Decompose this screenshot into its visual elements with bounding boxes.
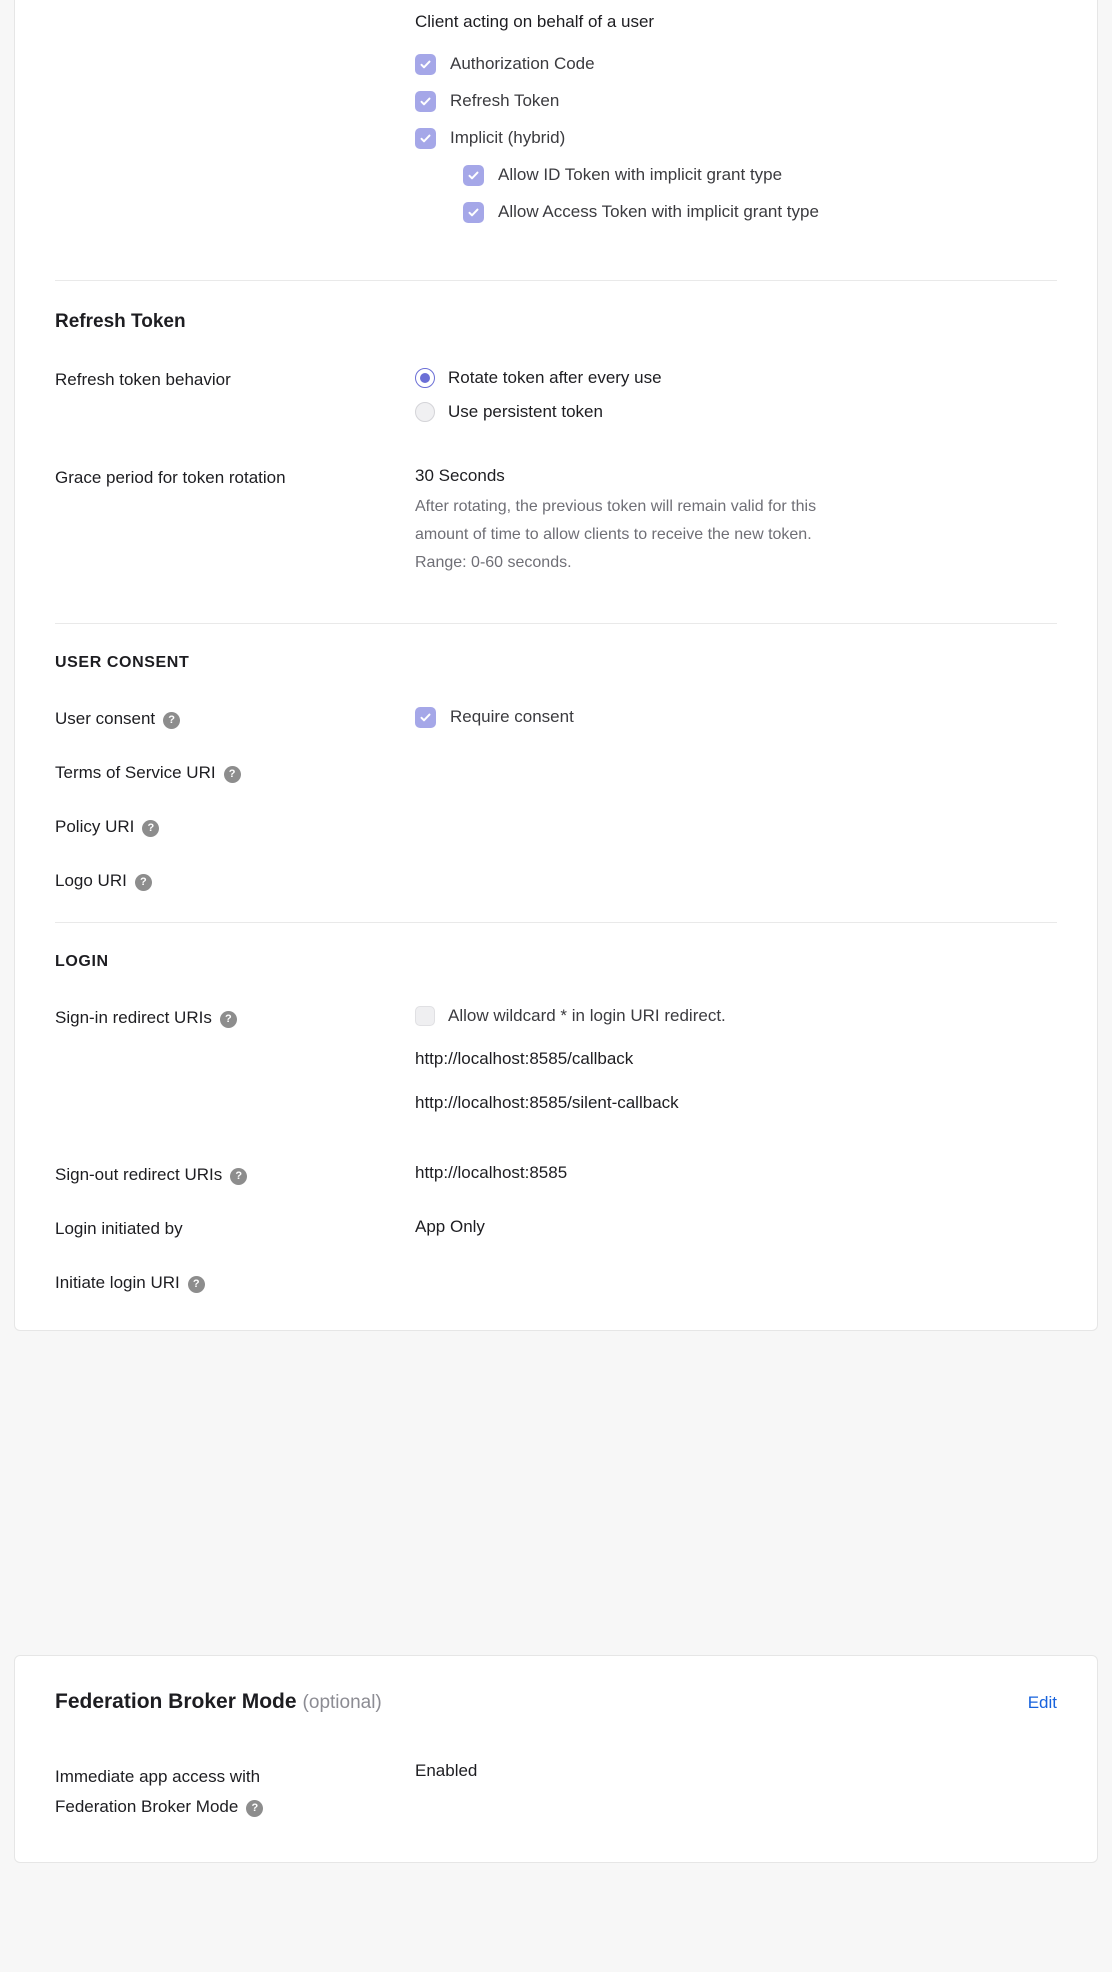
- federation-title-group: [55, 1690, 382, 1714]
- immediate-app-access-value: Enabled: [415, 1761, 478, 1780]
- user-consent-value: [415, 706, 1057, 728]
- signout-redirect-label-group: [55, 1162, 415, 1186]
- tos-uri-row: [55, 760, 1057, 784]
- help-icon[interactable]: ?: [220, 1011, 237, 1028]
- checkbox-require-consent[interactable]: [415, 706, 1057, 728]
- grace-period-value-group: [415, 465, 1057, 577]
- signin-uri-value: http://localhost:8585/silent-callback: [415, 1093, 679, 1112]
- login-initiated-by-row: [55, 1216, 1057, 1240]
- grant-checkbox-authorization-code[interactable]: [415, 53, 1057, 75]
- check-icon: [463, 202, 484, 223]
- user-consent-label-group: [55, 706, 415, 730]
- grant-type-options: [415, 9, 1057, 238]
- grant-checkbox-implicit-hybrid[interactable]: [415, 127, 1057, 149]
- divider: [55, 623, 1057, 624]
- divider: [55, 280, 1057, 281]
- immediate-app-access-label-group: [55, 1760, 415, 1822]
- grant-label: Allow Access Token with implicit grant type: [498, 202, 819, 221]
- grace-hint-line-2: amount of time to allow clients to receive the new token.: [415, 526, 812, 543]
- section-title-refresh-token: Refresh Token: [55, 311, 186, 332]
- policy-uri-label: Policy URI: [55, 817, 135, 836]
- general-settings-card: [14, 0, 1098, 1331]
- tos-uri-label: Terms of Service URI: [55, 763, 216, 782]
- immediate-app-access-row: [55, 1760, 1057, 1822]
- initiate-login-uri-label-group: [55, 1270, 415, 1294]
- check-icon: [415, 54, 436, 75]
- initiate-login-uri-label: Initiate login URI: [55, 1273, 180, 1292]
- grace-period-label: Grace period for token rotation: [55, 468, 286, 487]
- grace-hint-line-3: Range: 0-60 seconds.: [415, 554, 572, 571]
- signin-redirect-values: [415, 1005, 1057, 1136]
- refresh-token-behavior-row: [55, 367, 1057, 435]
- user-consent-row: [55, 706, 1057, 730]
- signin-redirect-label: Sign-in redirect URIs: [55, 1008, 212, 1027]
- grace-period-row: [55, 465, 1057, 577]
- user-consent-label: User consent: [55, 709, 156, 728]
- radio-persistent-token[interactable]: [415, 401, 1057, 423]
- help-icon[interactable]: ?: [230, 1168, 247, 1185]
- help-icon[interactable]: ?: [188, 1276, 205, 1293]
- grant-label: Implicit (hybrid): [450, 128, 566, 147]
- check-icon: [415, 707, 436, 728]
- help-icon[interactable]: ?: [246, 1800, 263, 1817]
- logo-uri-label: Logo URI: [55, 871, 127, 890]
- divider: [55, 922, 1057, 923]
- check-icon: [415, 91, 436, 112]
- help-icon[interactable]: ?: [142, 820, 159, 837]
- grant-type-row: [55, 0, 1057, 238]
- policy-uri-row: [55, 814, 1057, 838]
- signin-uri-value: http://localhost:8585/callback: [415, 1049, 634, 1068]
- grace-period-value: 30 Seconds: [415, 466, 505, 485]
- grace-hint-line-1: After rotating, the previous token will remain valid for this: [415, 498, 817, 515]
- grant-label: Allow ID Token with implicit grant type: [498, 165, 783, 184]
- help-icon[interactable]: ?: [135, 874, 152, 891]
- grant-type-group-header: Client acting on behalf of a user: [415, 12, 655, 31]
- grant-checkbox-allow-access-token[interactable]: [463, 201, 1057, 223]
- signin-redirect-uris-row: [55, 1005, 1057, 1136]
- immediate-app-access-label-line-2: Federation Broker Mode: [55, 1797, 239, 1816]
- immediate-app-access-label-line-2-group: [55, 1792, 263, 1822]
- radio-icon: [415, 402, 435, 422]
- federation-header: [55, 1690, 1057, 1714]
- signout-redirect-label: Sign-out redirect URIs: [55, 1165, 223, 1184]
- grace-period-hint: [415, 493, 885, 577]
- federation-title: Federation Broker Mode: [55, 1690, 297, 1713]
- signin-redirect-label-group: [55, 1005, 415, 1029]
- grant-checkbox-refresh-token[interactable]: [415, 90, 1057, 112]
- section-title-login: LOGIN: [55, 953, 109, 970]
- edit-federation-link[interactable]: Edit: [1027, 1693, 1057, 1712]
- help-icon[interactable]: ?: [163, 712, 180, 729]
- signout-uri-value: http://localhost:8585: [415, 1163, 568, 1182]
- refresh-token-behavior-options: [415, 367, 1057, 435]
- checkbox-allow-wildcard[interactable]: [415, 1005, 1057, 1027]
- help-icon[interactable]: ?: [224, 766, 241, 783]
- check-icon: [463, 165, 484, 186]
- checkbox-icon: [415, 1006, 435, 1026]
- login-initiated-by-label: Login initiated by: [55, 1219, 183, 1238]
- signout-redirect-uris-row: [55, 1162, 1057, 1186]
- radio-label: Rotate token after every use: [448, 368, 662, 387]
- federation-optional-tag: (optional): [302, 1692, 382, 1713]
- tos-uri-label-group: [55, 760, 415, 784]
- refresh-token-behavior-label: Refresh token behavior: [55, 370, 231, 389]
- allow-wildcard-label: Allow wildcard * in login URI redirect.: [448, 1006, 726, 1025]
- check-icon: [415, 128, 436, 149]
- radio-icon: [415, 368, 435, 388]
- section-title-user-consent: USER CONSENT: [55, 654, 190, 671]
- radio-rotate-token[interactable]: [415, 367, 1057, 389]
- initiate-login-uri-row: [55, 1270, 1057, 1294]
- require-consent-label: Require consent: [450, 707, 574, 726]
- grant-checkbox-allow-id-token[interactable]: [463, 164, 1057, 186]
- grant-label: Refresh Token: [450, 91, 560, 110]
- immediate-app-access-label-line-1: Immediate app access with: [55, 1767, 261, 1786]
- federation-broker-mode-card: [14, 1655, 1098, 1863]
- policy-uri-label-group: [55, 814, 415, 838]
- grant-label: Authorization Code: [450, 54, 595, 73]
- login-initiated-by-value: App Only: [415, 1217, 485, 1236]
- radio-label: Use persistent token: [448, 402, 603, 421]
- grant-type-label: [55, 9, 415, 11]
- logo-uri-row: [55, 868, 1057, 892]
- logo-uri-label-group: [55, 868, 415, 892]
